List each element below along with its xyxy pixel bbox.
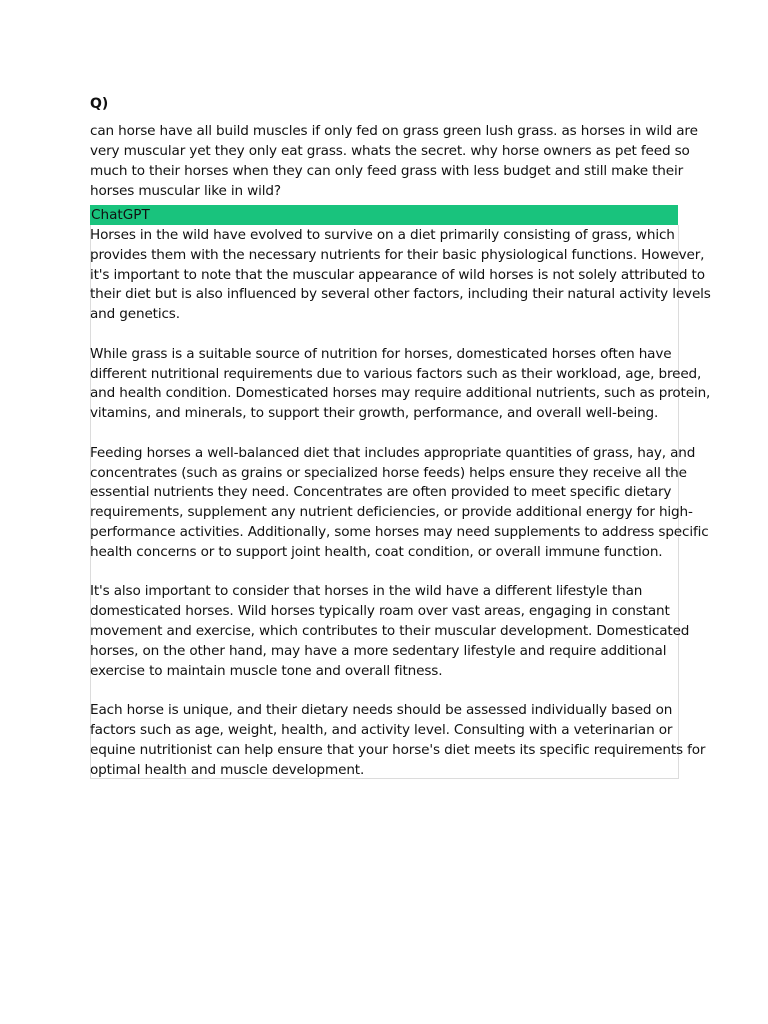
answer-line: While grass is a suitable source of nutrition for horses, domesticated horses often have — [90, 345, 672, 362]
question-line: very muscular yet they only eat grass. whats the secret. why horse owners as pet feed so — [90, 143, 690, 159]
answer-line: movement and exercise, which contributes to their muscular development. Domesticated — [90, 622, 690, 639]
question-line: can horse have all build muscles if only fed on grass green lush grass. as horses in wild are — [90, 123, 698, 139]
answer-body — [90, 226, 711, 800]
answer-line: equine nutritionist can help ensure that your horse's diet meets its specific requirements for — [90, 741, 706, 758]
answer-line: horses, on the other hand, may have a more sedentary lifestyle and require additional — [90, 642, 667, 659]
answer-line: their diet but is also influenced by several other factors, including their natural activity levels — [90, 286, 711, 303]
answer-line: factors such as age, weight, health, and activity level. Consulting with a veterinarian or — [90, 721, 673, 738]
answer-paragraph — [90, 582, 690, 681]
answer-line: performance activities. Additionally, some horses may need supplements to address specific — [90, 523, 709, 540]
answer-line: Each horse is unique, and their dietary needs should be assessed individually based on — [90, 702, 673, 719]
answer-line: optimal health and muscle development. — [90, 761, 365, 778]
answer-line: concentrates (such as grains or specialized horse feeds) helps ensure they receive all the — [90, 464, 687, 481]
question-label: Q) — [90, 96, 109, 112]
answer-author-header: ChatGPT — [90, 205, 678, 225]
answer-paragraph — [90, 226, 711, 325]
answer-line: exercise to maintain muscle tone and overall fitness. — [90, 662, 443, 679]
question-line: horses muscular like in wild? — [90, 183, 281, 199]
question-text — [90, 121, 698, 201]
question-line: much to their horses when they can only feed grass with less budget and still make their — [90, 163, 684, 179]
answer-line: Feeding horses a well-balanced diet that includes appropriate quantities of grass, hay, and — [90, 444, 696, 461]
answer-paragraph — [90, 444, 709, 563]
answer-line: different nutritional requirements due to various factors such as their workload, age, breed, — [90, 365, 702, 382]
answer-line: it's important to note that the muscular appearance of wild horses is not solely attributed to — [90, 266, 705, 283]
answer-paragraph — [90, 701, 706, 780]
answer-line: and genetics. — [90, 306, 180, 323]
answer-line: vitamins, and minerals, to support their growth, performance, and overall well-being. — [90, 405, 659, 422]
answer-paragraph — [90, 345, 711, 424]
answer-line: domesticated horses. Wild horses typically roam over vast areas, engaging in constant — [90, 603, 670, 620]
answer-line: Horses in the wild have evolved to survive on a diet primarily consisting of grass, which — [90, 227, 675, 243]
answer-line: provides them with the necessary nutrients for their basic physiological functions. However, — [90, 246, 705, 263]
answer-line: health concerns or to support joint health, coat condition, or overall immune function. — [90, 543, 663, 560]
answer-line: requirements, supplement any nutrient deficiencies, or provide additional energy for high- — [90, 504, 693, 521]
answer-line: It's also important to consider that horses in the wild have a different lifestyle than — [90, 583, 643, 600]
answer-line: essential nutrients they need. Concentrates are often provided to meet specific dietary — [90, 484, 672, 501]
answer-line: and health condition. Domesticated horses may require additional nutrients, such as protein, — [90, 385, 711, 402]
